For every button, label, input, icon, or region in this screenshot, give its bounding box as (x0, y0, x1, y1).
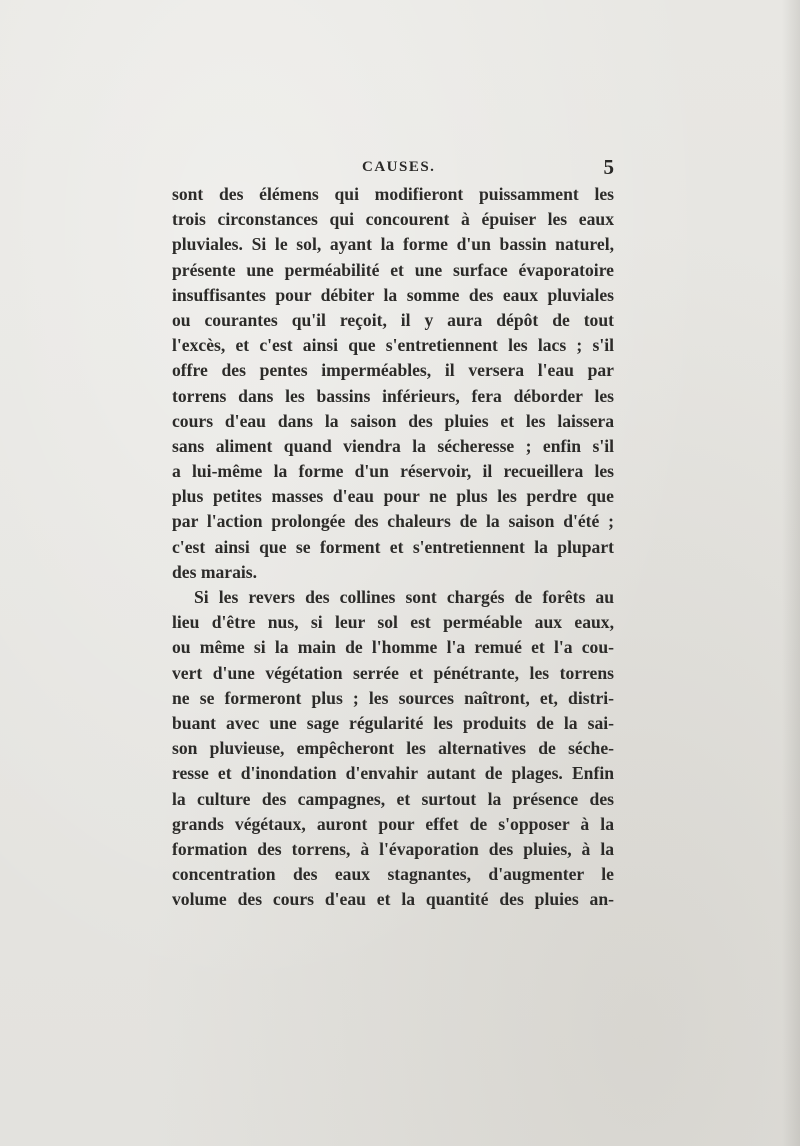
body-text (172, 182, 614, 912)
text-line: concentration des eaux stagnantes, d'augmenter le (172, 864, 614, 885)
text-line: l'excès, et c'est ainsi que s'entretiennent les lacs ; s'il (172, 335, 614, 356)
text-line: a lui-même la forme d'un réservoir, il recueillera les (172, 461, 614, 482)
text-line: grands végétaux, auront pour effet de s'opposer à la (172, 813, 614, 834)
text-line: ou courantes qu'il reçoit, il y aura dépôt de tout (172, 309, 614, 330)
text-line: insuffisantes pour débiter la somme des eaux pluviales (172, 284, 614, 305)
text-line: vert d'une végétation serrée et pénétrante, les torrens (172, 662, 614, 683)
text-line: cours d'eau dans la saison des pluies et les laissera (172, 410, 614, 431)
text-line: c'est ainsi que se forment et s'entretiennent la plupart (172, 536, 614, 557)
text-line: la culture des campagnes, et surtout la présence des (172, 788, 614, 809)
text-line: son pluvieuse, empêcheront les alternatives de séche- (172, 738, 614, 759)
text-line: ne se formeront plus ; les sources naîtront, et, distri- (172, 687, 614, 708)
text-line: pluviales. Si le sol, ayant la forme d'un bassin naturel, (172, 234, 614, 255)
page-number: 5 (603, 155, 614, 179)
page-header (172, 155, 612, 181)
text-line: buant avec une sage régularité les produits de la sai- (172, 712, 614, 733)
paragraph-start-line: Si les revers des collines sont chargés de forêts au (194, 587, 614, 607)
text-line: resse et d'inondation d'envahir autant de plages. Enfin (172, 763, 614, 784)
running-head: CAUSES. (362, 159, 436, 175)
text-line: plus petites masses d'eau pour ne plus les perdre que (172, 486, 614, 507)
text-line: sans aliment quand viendra la sécheresse ; enfin s'il (172, 435, 614, 456)
text-line: offre des pentes imperméables, il versera l'eau par (172, 360, 614, 381)
text-line: présente une perméabilité et une surface évaporatoire (172, 259, 614, 280)
text-line: trois circonstances qui concourent à épuiser les eaux (172, 209, 614, 230)
paragraph-end-line: des marais. (172, 561, 258, 582)
text-line: sont des élémens qui modifieront puissamment les (172, 184, 614, 204)
text-line: torrens dans les bassins inférieurs, fera déborder les (172, 385, 614, 406)
text-line: formation des torrens, à l'évaporation des pluies, à la (172, 838, 614, 859)
text-line: ou même si la main de l'homme l'a remué et l'a cou- (172, 637, 614, 658)
text-line: par l'action prolongée des chaleurs de la saison d'été ; (172, 511, 614, 532)
text-line: volume des cours d'eau et la quantité des pluies an- (172, 889, 614, 910)
text-line: lieu d'être nus, si leur sol est perméable aux eaux, (172, 612, 614, 633)
